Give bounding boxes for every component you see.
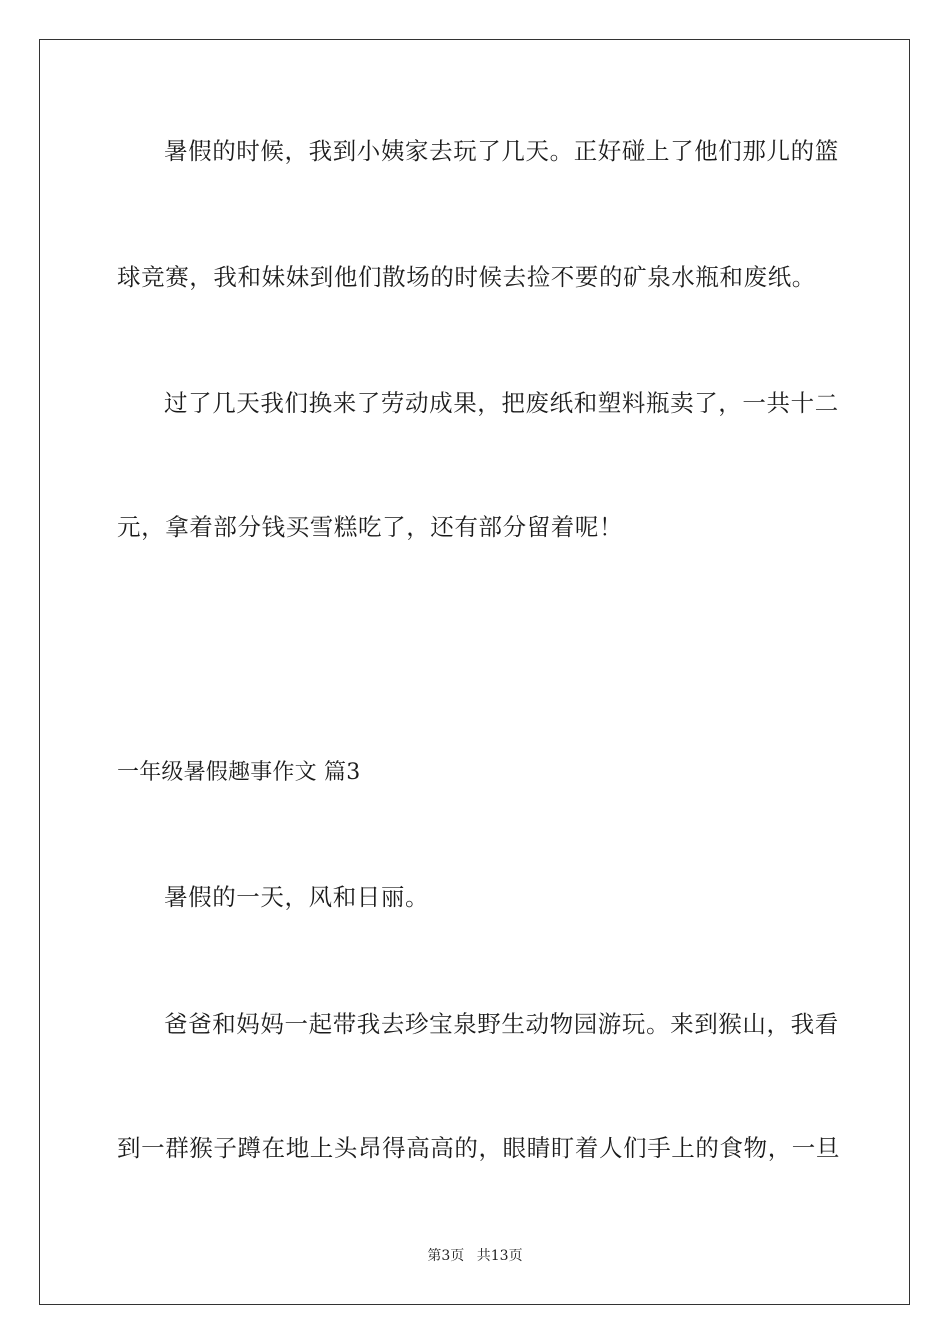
paragraph-2-line-2: 元，拿着部分钱买雪糕吃了，还有部分留着呢！: [117, 513, 624, 541]
paragraph-4-line-1: 爸爸和妈妈一起带我去珍宝泉野生动物园游玩。来到猴山，我看: [164, 1010, 839, 1038]
paragraph-2-line-1: 过了几天我们换来了劳动成果，把废纸和塑料瓶卖了，一共十二: [164, 389, 839, 417]
paragraph-4-line-2: 到一群猴子蹲在地上头昂得高高的，眼睛盯着人们手上的食物，一旦: [117, 1134, 840, 1162]
page-border: [39, 39, 910, 1305]
page-footer: [0, 1246, 950, 1266]
paragraph-1-line-1: 暑假的时候，我到小姨家去玩了几天。正好碰上了他们那儿的篮: [164, 137, 839, 165]
page-number-total: 共13页: [476, 1248, 523, 1264]
paragraph-3-line-1: 暑假的一天，风和日丽。: [164, 883, 430, 911]
section-heading: 一年级暑假趣事作文 篇3: [117, 760, 361, 785]
page-number-current: 第3页: [427, 1248, 465, 1264]
paragraph-1-line-2: 球竞赛，我和妹妹到他们散场的时候去捡不要的矿泉水瓶和废纸。: [117, 263, 816, 291]
